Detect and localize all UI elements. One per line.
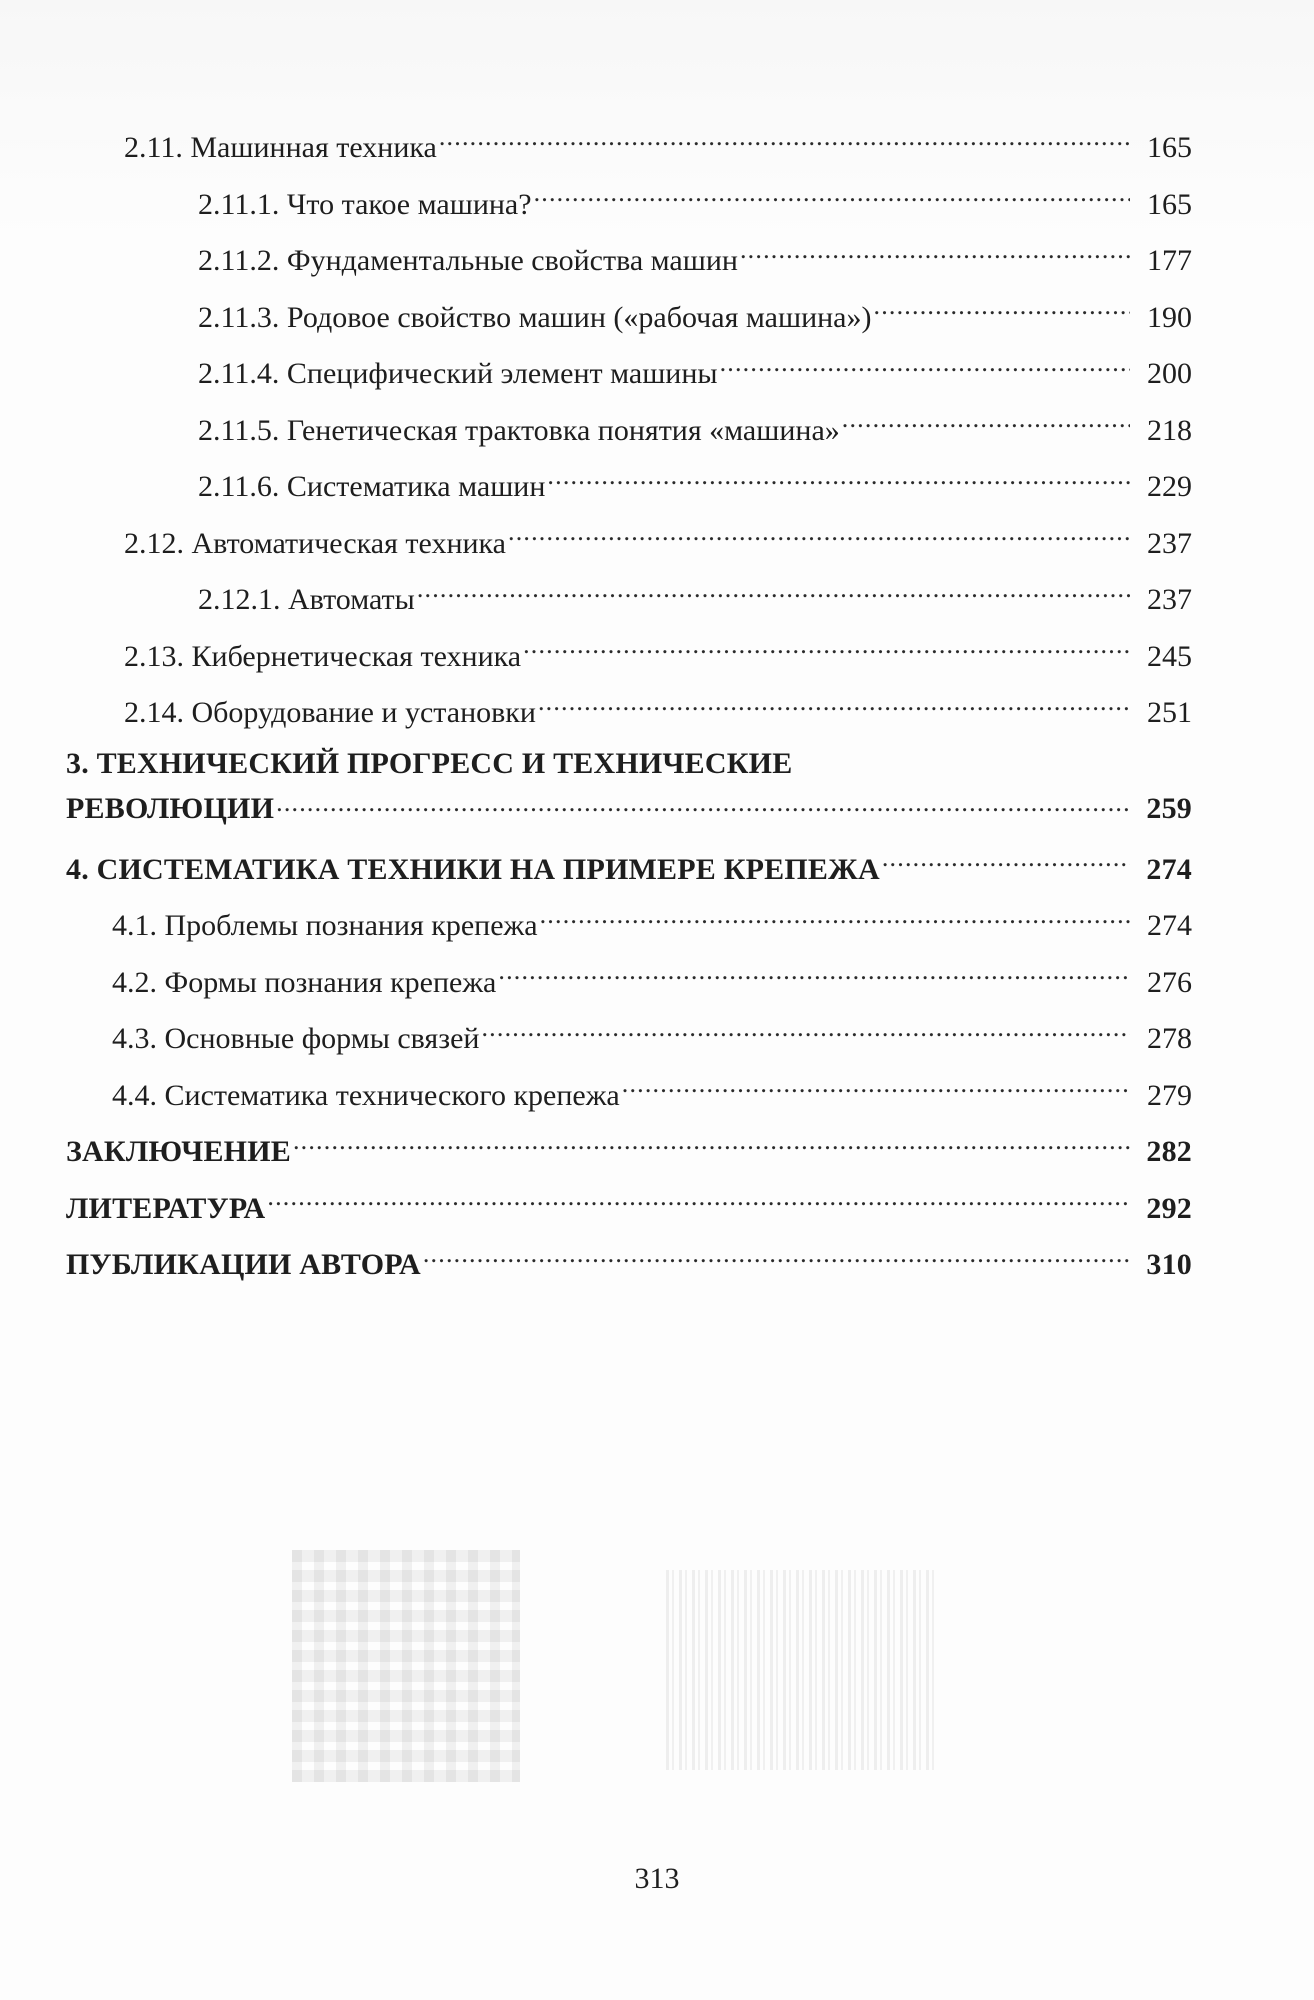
toc-entry-literature bbox=[66, 1181, 1192, 1238]
toc-leader-dots bbox=[423, 1244, 1130, 1274]
toc-entry-title: 2.11. Машинная техника bbox=[124, 131, 437, 164]
toc-leader-dots bbox=[540, 905, 1130, 935]
toc-entry-title: 4.4. Систематика технического крепежа bbox=[112, 1078, 620, 1112]
toc-entry-2-13 bbox=[66, 629, 1192, 686]
toc-entry-conclusion bbox=[66, 1124, 1192, 1181]
toc-leader-dots bbox=[523, 636, 1130, 666]
bleed-through-barcode bbox=[666, 1570, 936, 1770]
toc-entry-page: 278 bbox=[1147, 1022, 1192, 1055]
toc-entry-page: 229 bbox=[1147, 470, 1192, 503]
toc-leader-dots bbox=[874, 297, 1131, 327]
toc-entry-page: 190 bbox=[1147, 300, 1192, 334]
toc-entry-title: 4. СИСТЕМАТИКА ТЕХНИКИ НА ПРИМЕРЕ КРЕПЕЖА bbox=[66, 852, 880, 886]
toc-entry-title-continued: РЕВОЛЮЦИИ bbox=[66, 791, 275, 825]
toc-entry-page: 200 bbox=[1147, 357, 1192, 390]
toc-entry-page: 274 bbox=[1146, 852, 1192, 886]
toc-entry-page: 259 bbox=[1146, 791, 1192, 825]
toc-leader-dots bbox=[547, 466, 1130, 496]
bleed-through-qr-code bbox=[292, 1550, 520, 1782]
toc-entry-title: 3. ТЕХНИЧЕСКИЙ ПРОГРЕСС И ТЕХНИЧЕСКИЕ bbox=[66, 746, 793, 780]
toc-leader-dots bbox=[740, 240, 1130, 270]
toc-entry-2-11-4 bbox=[66, 346, 1192, 403]
toc-entry-page: 282 bbox=[1146, 1135, 1192, 1168]
toc-leader-dots bbox=[508, 523, 1130, 553]
toc-entry-author-publications bbox=[66, 1237, 1192, 1294]
toc-entry-2-12 bbox=[66, 516, 1192, 573]
toc-leader-dots bbox=[842, 410, 1130, 440]
toc-entry-title: 2.11.4. Специфический элемент машины bbox=[198, 357, 718, 390]
toc-entry-title: 2.12.1. Автоматы bbox=[198, 583, 415, 616]
toc-leader-dots bbox=[622, 1075, 1130, 1105]
toc-leader-dots bbox=[534, 184, 1130, 214]
toc-leader-dots bbox=[293, 1131, 1130, 1161]
toc-entry-2-11-2 bbox=[66, 233, 1192, 290]
toc-entry-page: 177 bbox=[1147, 244, 1192, 277]
toc-entry-title: 2.11.3. Родовое свойство машин («рабочая машина») bbox=[198, 300, 872, 334]
toc-entry-title: 4.2. Формы познания крепежа bbox=[112, 965, 497, 999]
toc-entry-title: 2.12. Автоматическая техника bbox=[124, 526, 506, 560]
toc-entry-2-11-5 bbox=[66, 403, 1192, 460]
table-of-contents bbox=[66, 120, 1192, 1294]
toc-leader-dots bbox=[720, 353, 1130, 383]
toc-entry-page: 237 bbox=[1147, 583, 1192, 616]
toc-entry-page: 292 bbox=[1146, 1191, 1192, 1225]
toc-entry-2-11-1 bbox=[66, 177, 1192, 234]
toc-entry-title: 4.1. Проблемы познания крепежа bbox=[112, 909, 538, 942]
toc-entry-page: 251 bbox=[1147, 696, 1192, 729]
toc-entry-title: 4.3. Основные формы связей bbox=[112, 1022, 480, 1055]
toc-entry-page: 165 bbox=[1147, 131, 1192, 164]
toc-entry-page: 274 bbox=[1147, 909, 1192, 942]
toc-entry-4 bbox=[66, 842, 1192, 899]
toc-entry-page: 165 bbox=[1147, 187, 1192, 221]
toc-leader-dots bbox=[481, 1018, 1130, 1048]
toc-entry-title: 2.11.1. Что такое машина? bbox=[198, 187, 532, 221]
toc-entry-page: 310 bbox=[1146, 1248, 1192, 1281]
toc-entry-3-line1 bbox=[66, 742, 1192, 786]
toc-entry-page: 218 bbox=[1147, 413, 1192, 447]
toc-leader-dots bbox=[882, 849, 1130, 879]
toc-leader-dots bbox=[276, 788, 1130, 818]
toc-entry-title: 2.11.2. Фундаментальные свойства машин bbox=[198, 244, 738, 277]
toc-entry-4-4 bbox=[66, 1068, 1192, 1125]
toc-entry-4-3 bbox=[66, 1011, 1192, 1068]
toc-entry-page: 245 bbox=[1147, 639, 1192, 673]
toc-entry-title: 2.14. Оборудование и установки bbox=[124, 696, 536, 729]
toc-entry-page: 237 bbox=[1147, 526, 1192, 560]
toc-entry-4-1 bbox=[66, 898, 1192, 955]
toc-entry-title: ЗАКЛЮЧЕНИЕ bbox=[66, 1135, 291, 1168]
toc-leader-dots bbox=[417, 579, 1130, 609]
toc-leader-dots bbox=[538, 692, 1130, 722]
toc-entry-2-11-3 bbox=[66, 290, 1192, 347]
toc-entry-4-2 bbox=[66, 955, 1192, 1012]
toc-leader-dots bbox=[267, 1188, 1130, 1218]
toc-entry-title: 2.11.5. Генетическая трактовка понятия «машина» bbox=[198, 413, 840, 447]
toc-entry-2-11 bbox=[66, 120, 1192, 177]
toc-leader-dots bbox=[498, 962, 1130, 992]
toc-entry-3 bbox=[66, 786, 1192, 842]
toc-leader-dots bbox=[439, 127, 1130, 157]
toc-entry-title: 2.13. Кибернетическая техника bbox=[124, 639, 522, 673]
toc-entry-2-12-1 bbox=[66, 572, 1192, 629]
toc-entry-page: 276 bbox=[1147, 965, 1192, 999]
toc-entry-title: ПУБЛИКАЦИИ АВТОРА bbox=[66, 1248, 421, 1281]
toc-entry-title: ЛИТЕРАТУРА bbox=[66, 1191, 266, 1225]
toc-entry-2-11-6 bbox=[66, 459, 1192, 516]
toc-entry-title: 2.11.6. Систематика машин bbox=[198, 470, 546, 503]
toc-entry-page: 279 bbox=[1147, 1078, 1192, 1112]
toc-entry-2-14 bbox=[66, 685, 1192, 742]
page-number: 313 bbox=[634, 1862, 680, 1895]
